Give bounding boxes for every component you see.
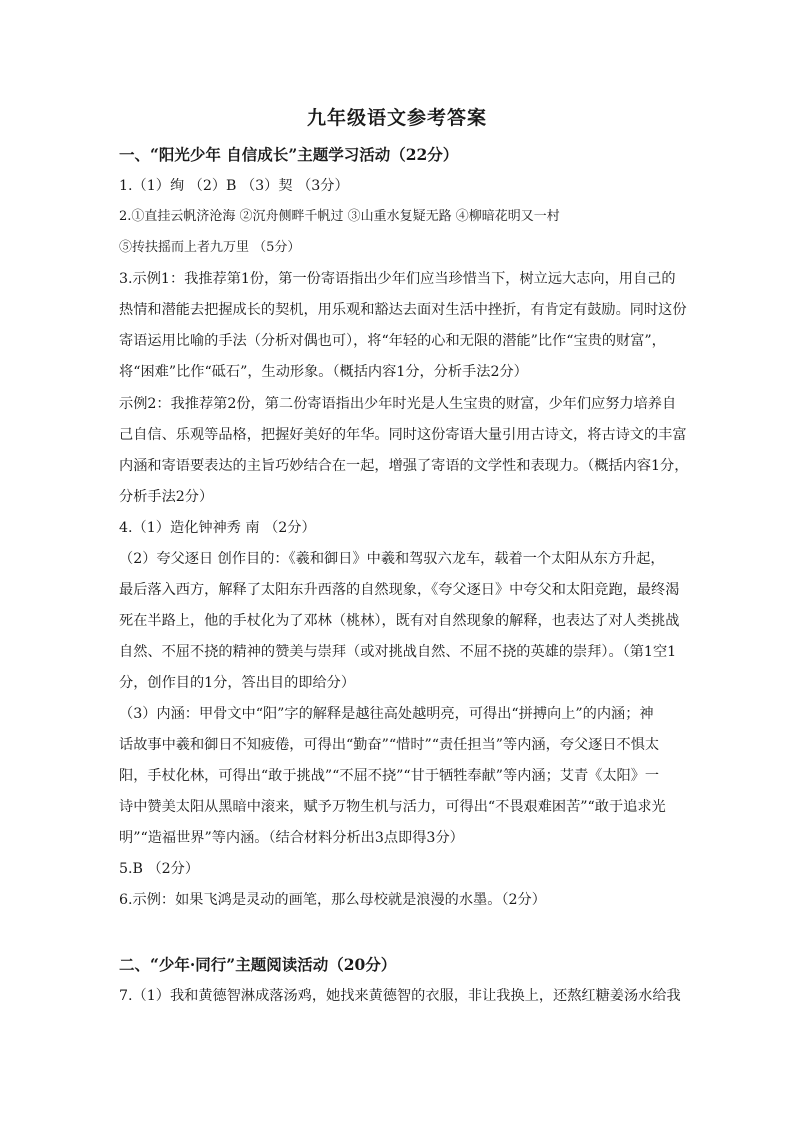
answer-line: 热情和潜能去把握成长的契机，用乐观和豁达去面对生活中挫折，有肯定有鼓励。同时这份 xyxy=(119,302,687,318)
answer-line: 分析手法2分） xyxy=(119,489,214,505)
answer-line: （2）夸父逐日 创作目的：《羲和御日》中羲和驾驭六龙车，载着一个太阳从东方升起， xyxy=(119,551,665,567)
answer-line: 2.①直挂云帆济沧海 ②沉舟侧畔千帆过 ③山重水复疑无路 ④柳暗花明又一村 xyxy=(119,209,560,224)
answer-line: 6.示例：如果飞鸿是灵动的画笔，那么母校就是浪漫的水墨。（2分） xyxy=(119,892,546,908)
section-heading-2: 二、“少年·同行”主题阅读活动（20分） xyxy=(119,955,397,974)
answer-line: （3）内涵：甲骨文中“阳”字的解释是越往高处越明亮，可得出“拼搏向上”的内涵；神 xyxy=(119,706,654,722)
answer-line: 分，创作目的1分，答出目的即给分） xyxy=(119,675,356,691)
answer-line: 5.B （2分） xyxy=(119,861,200,877)
answer-line: 示例2：我推荐第2份，第二份寄语指出少年时光是人生宝贵的财富，少年们应努力培养自 xyxy=(119,396,677,412)
answer-line: 4.（1）造化钟神秀 南 （2分） xyxy=(119,520,316,536)
answer-line: ⑤抟扶摇而上者九万里 （5分） xyxy=(119,240,301,255)
answer-line: 自然、不屈不挠的精神的赞美与崇拜（或对挑战自然、不屈不挠的英雄的崇拜）。（第1空1 xyxy=(119,644,677,660)
answer-line: 诗中赞美太阳从黑暗中滚来，赋予万物生机与活力，可得出“不畏艰难困苦”“敢于追求光 xyxy=(119,799,666,815)
answer-line: 明”“造福世界”等内涵。（结合材料分析出3点即得3分） xyxy=(119,830,464,846)
answer-line: 1.（1）绚 （2）B （3）契 （3分） xyxy=(119,178,349,194)
answer-line: 7.（1）我和黄德智淋成落汤鸡，她找来黄德智的衣服，非让我换上，还熬红糖姜汤水给我 xyxy=(119,988,681,1004)
answer-line: 己自信、乐观等品格，把握好美好的年华。同时这份寄语大量引用古诗文，将古诗文的丰富 xyxy=(119,427,687,443)
section-heading-1: 一、“阳光少年 自信成长”主题学习活动（22分） xyxy=(119,145,459,164)
answer-line: 将“困难”比作“砥石”，生动形象。（概括内容1分，分析手法2分） xyxy=(119,364,528,380)
answer-line: 最后落入西方，解释了太阳东升西落的自然现象，《夸父逐日》中夸父和太阳竞跑，最终渴 xyxy=(119,582,680,598)
answer-line: 话故事中羲和御日不知疲倦，可得出“勤奋”“惜时”“责任担当”等内涵，夸父逐日不惧太 xyxy=(119,737,660,753)
answer-line: 寄语运用比喻的手法（分析对偶也可），将“年轻的心和无限的潜能”比作“宝贵的财富”， xyxy=(119,333,666,349)
page-title: 九年级语文参考答案 xyxy=(306,107,487,129)
answer-line: 阳，手杖化林，可得出“敢于挑战”“不屈不挠”“甘于牺牲奉献”等内涵；艾青《太阳》一 xyxy=(119,768,660,784)
answer-line: 死在半路上，他的手杖化为了邓林（桃林），既有对自然现象的解释，也表达了对人类挑战 xyxy=(119,613,680,629)
answer-line: 内涵和寄语要表达的主旨巧妙结合在一起，增强了寄语的文学性和表现力。（概括内容1分， xyxy=(119,458,689,474)
answer-line: 3.示例1：我推荐第1份，第一份寄语指出少年们应当珍惜当下，树立远大志向，用自己的 xyxy=(119,271,676,287)
